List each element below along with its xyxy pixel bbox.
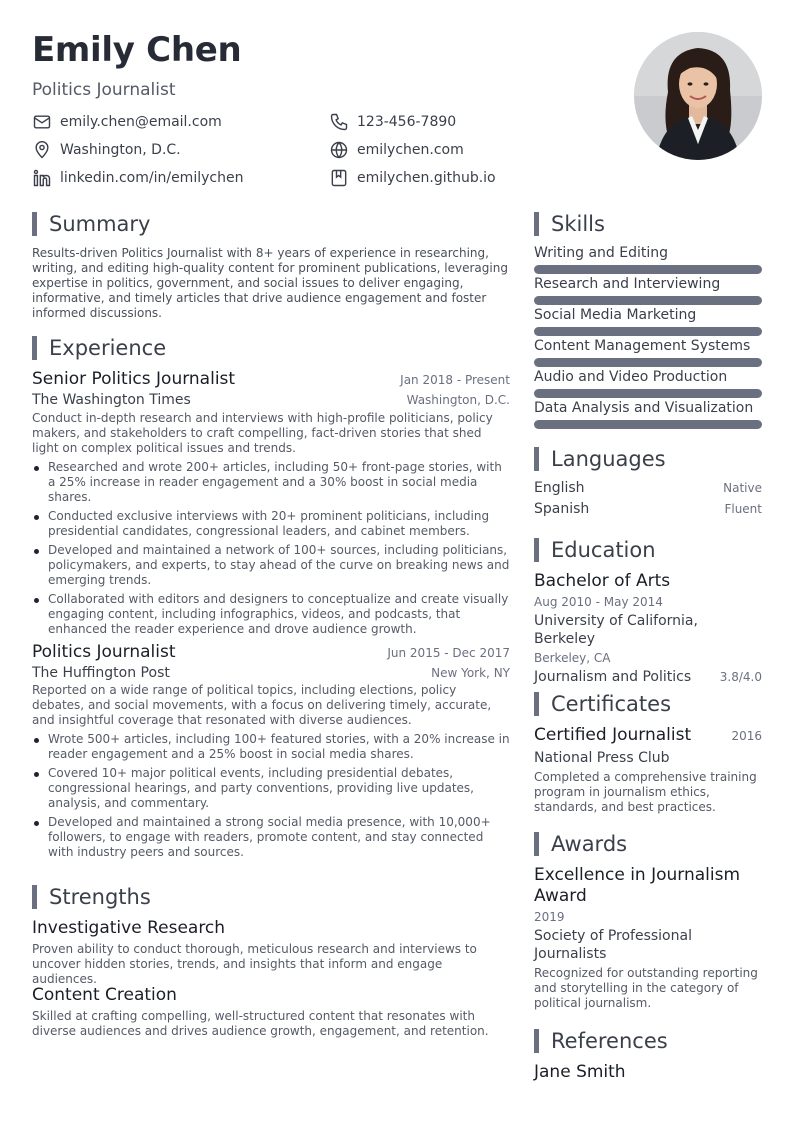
skill-item xyxy=(534,276,762,307)
references-heading-text: References xyxy=(551,1029,668,1053)
certificate-entry xyxy=(534,725,762,815)
skill-bar xyxy=(534,358,762,367)
certificates-heading xyxy=(534,692,671,716)
job-bullets xyxy=(32,460,510,637)
award-text: Recognized for outstanding reporting and storytelling in the category of political journalism. xyxy=(534,966,758,1010)
languages-heading-text: Languages xyxy=(551,447,666,471)
strength-title: Content Creation xyxy=(32,985,177,1005)
heading-bar xyxy=(32,212,37,236)
mail-icon xyxy=(32,112,52,132)
job-location: Washington, D.C. xyxy=(406,393,510,407)
job-bullet: Collaborated with editors and designers to conceptualize and create visually engaging content, including infographics, videos, and podcasts, that enhanced the reader experience and drove audience growth. xyxy=(32,592,510,637)
job-location: New York, NY xyxy=(431,666,510,680)
job-bullet: Conducted exclusive interviews with 20+ prominent politicians, including presidential candidates, congressional leaders, and cabinet members. xyxy=(32,509,510,539)
skill-label: Social Media Marketing xyxy=(534,307,697,323)
skill-bar xyxy=(534,296,762,305)
contact-website[interactable] xyxy=(329,140,464,160)
heading-bar xyxy=(534,212,539,236)
gpa: 3.8/4.0 xyxy=(719,670,762,684)
job-description: Conduct in-depth research and interviews with high-profile politicians, policy makers, and stakeholders to craft compelling, fact-driven stories that shed light on complex political issues and trends. xyxy=(32,411,493,455)
certificate-issuer: National Press Club xyxy=(534,750,670,766)
award-entry xyxy=(534,865,762,1011)
phone-text: 123-456-7890 xyxy=(357,114,457,130)
degree: Bachelor of Arts xyxy=(534,571,671,591)
github-text: emilychen.github.io xyxy=(357,170,496,186)
skill-item xyxy=(534,338,762,369)
contact-email[interactable] xyxy=(32,112,222,132)
strength-item xyxy=(32,985,510,1039)
heading-bar xyxy=(534,447,539,471)
education-dates: Aug 2010 - May 2014 xyxy=(534,595,663,609)
heading-bar xyxy=(534,832,539,856)
certificate-year: 2016 xyxy=(731,729,762,743)
strength-text: Skilled at crafting compelling, well-structured content that resonates with diverse audiences and drives audience growth, engagement, and retention. xyxy=(32,1009,489,1038)
profile-photo xyxy=(634,32,762,160)
contact-phone[interactable] xyxy=(329,112,456,132)
references-heading xyxy=(534,1029,668,1053)
email-text: emily.chen@email.com xyxy=(60,114,222,130)
skill-item xyxy=(534,307,762,338)
job-company: The Huffington Post xyxy=(32,665,170,681)
award-name: Excellence in Journalism Award xyxy=(534,865,741,906)
skill-label: Audio and Video Production xyxy=(534,369,728,385)
skills-heading-text: Skills xyxy=(551,212,605,236)
certificate-name: Certified Journalist xyxy=(534,725,692,745)
certificate-text: Completed a comprehensive training program in journalism ethics, standards, and best practices. xyxy=(534,770,757,814)
language-item xyxy=(534,501,762,522)
contact-linkedin[interactable] xyxy=(32,168,243,188)
location-text: Washington, D.C. xyxy=(60,142,181,158)
languages-list xyxy=(534,480,762,522)
certificates-heading-text: Certificates xyxy=(551,692,672,716)
job-bullet: Wrote 500+ articles, including 100+ featured stories, with a 20% increase in reader engagement and a 25% boost in social media shares. xyxy=(32,732,510,762)
language-name: Spanish xyxy=(534,501,590,517)
language-level: Native xyxy=(723,481,762,495)
job-bullet: Developed and maintained a strong social media presence, with 10,000+ followers, to engage with readers, promote content, and stay connected with industry peers and sources. xyxy=(32,815,510,860)
language-level: Fluent xyxy=(724,502,762,516)
skill-item xyxy=(534,245,762,276)
linkedin-icon xyxy=(32,168,52,188)
candidate-title: Politics Journalist xyxy=(32,80,176,100)
job-company: The Washington Times xyxy=(32,392,191,408)
strengths-heading xyxy=(32,885,151,909)
school-name: University of California, Berkeley xyxy=(534,613,698,647)
experience-heading-text: Experience xyxy=(49,336,167,360)
summary-heading xyxy=(32,212,150,236)
education-heading-text: Education xyxy=(551,538,656,562)
skill-label: Content Management Systems xyxy=(534,338,751,354)
awards-heading-text: Awards xyxy=(551,832,628,856)
linkedin-text: linkedin.com/in/emilychen xyxy=(60,170,244,186)
summary-heading-text: Summary xyxy=(49,212,151,236)
language-item xyxy=(534,480,762,501)
skill-label: Data Analysis and Visualization xyxy=(534,400,754,416)
award-issuer: Society of Professional Journalists xyxy=(534,928,692,962)
globe-icon xyxy=(329,140,349,160)
heading-bar xyxy=(534,1029,539,1053)
skill-bar xyxy=(534,420,762,429)
heading-bar xyxy=(32,885,37,909)
award-year: 2019 xyxy=(534,910,565,924)
location-pin-icon xyxy=(32,140,52,160)
job-bullet: Researched and wrote 200+ articles, including 50+ front-page stories, with a 25% increase in reader engagement and a 30% boost in social media shares. xyxy=(32,460,510,505)
contact-location xyxy=(32,140,181,160)
strength-text: Proven ability to conduct thorough, meticulous research and interviews to uncover hidden stories, trends, and insights that inform and engage audiences. xyxy=(32,942,477,986)
skill-label: Writing and Editing xyxy=(534,245,668,261)
reference-name: Jane Smith xyxy=(534,1062,626,1082)
languages-heading xyxy=(534,447,666,471)
language-name: English xyxy=(534,480,585,496)
job-bullets xyxy=(32,732,510,860)
major: Journalism and Politics xyxy=(534,669,692,685)
job-bullet: Developed and maintained a network of 100+ sources, including politicians, policymakers, and experts, to stay ahead of the curve on breaking news and emerging trends. xyxy=(32,543,510,588)
job-dates: Jan 2018 - Present xyxy=(400,373,510,387)
phone-icon xyxy=(329,112,349,132)
reference-entry xyxy=(534,1062,762,1083)
strength-title: Investigative Research xyxy=(32,918,226,938)
experience-heading xyxy=(32,336,166,360)
education-heading xyxy=(534,538,656,562)
job-dates: Jun 2015 - Dec 2017 xyxy=(387,646,510,660)
skill-item xyxy=(534,400,762,431)
job-entry xyxy=(32,369,510,641)
strengths-heading-text: Strengths xyxy=(49,885,151,909)
heading-bar xyxy=(534,692,539,716)
skills-heading xyxy=(534,212,605,236)
job-title: Senior Politics Journalist xyxy=(32,369,236,389)
job-entry xyxy=(32,642,510,864)
skill-bar xyxy=(534,265,762,274)
website-text: emilychen.com xyxy=(357,142,464,158)
skill-item xyxy=(534,369,762,400)
bookmark-icon xyxy=(329,168,349,188)
awards-heading xyxy=(534,832,627,856)
skills-list xyxy=(534,245,762,431)
job-bullet: Covered 10+ major political events, including presidential debates, congressional hearings, and party conventions, providing live updates, analysis, and commentary. xyxy=(32,766,510,811)
heading-bar xyxy=(534,538,539,562)
education-entry xyxy=(534,571,762,686)
skill-label: Research and Interviewing xyxy=(534,276,721,292)
school-location: Berkeley, CA xyxy=(534,651,611,665)
summary-text: Results-driven Politics Journalist with 8+ years of experience in researching, writing, and editing high-quality content for prominent publications, leveraging expertise in politics, government, and social issues to deliver engaging, informative, and timely articles that drive audience engagement and foster informed discussions. xyxy=(32,246,508,320)
job-title: Politics Journalist xyxy=(32,642,176,662)
strength-item xyxy=(32,918,510,987)
heading-bar xyxy=(32,336,37,360)
contact-github[interactable] xyxy=(329,168,496,188)
candidate-name: Emily Chen xyxy=(32,30,242,70)
skill-bar xyxy=(534,389,762,398)
job-description: Reported on a wide range of political topics, including elections, policy debates, and social movements, with a focus on delivering timely, accurate, and insightful coverage that resonated with diverse audiences. xyxy=(32,683,492,727)
skill-bar xyxy=(534,327,762,336)
